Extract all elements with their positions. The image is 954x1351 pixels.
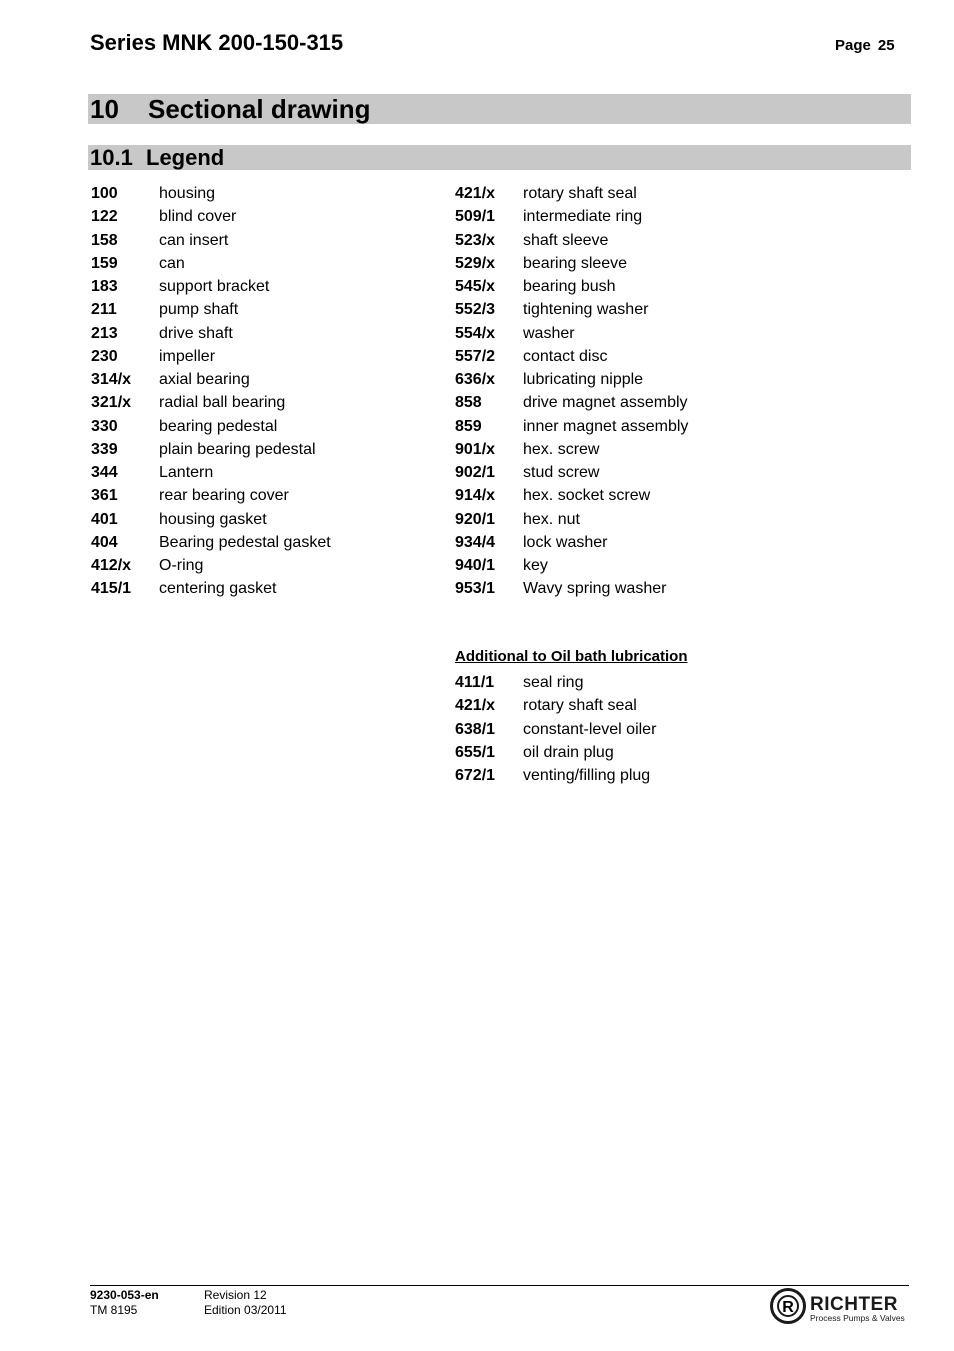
section-title: Sectional drawing [148,94,371,124]
part-number: 920/1 [455,510,496,528]
part-description: rotary shaft seal [523,185,637,202]
part-number: 901/x [455,440,496,458]
part-number: 655/1 [455,743,496,761]
part-number: 213 [91,324,118,342]
part-description: washer [523,324,575,342]
part-description: Lantern [159,464,214,481]
part-number: 415/1 [91,580,132,598]
part-description: Wavy spring washer [523,580,667,598]
footer-divider [90,1285,909,1286]
part-description: housing [159,185,216,202]
part-number: 321/x [91,394,132,412]
section-number: 10 [90,94,119,124]
part-number: 421/x [455,185,496,202]
part-description: lubricating nipple [523,371,644,388]
footer-revision: Revision 12 [204,1288,267,1302]
richter-logo-word: RICHTER [810,1294,898,1315]
part-number: 100 [91,185,118,202]
part-number: 411/1 [455,674,495,691]
part-description: O-ring [159,557,204,574]
part-description: hex. socket screw [523,487,651,505]
part-description: rotary shaft seal [523,697,637,715]
part-number: 509/1 [455,208,496,226]
part-number: 902/1 [455,464,496,481]
part-description: oil drain plug [523,743,614,761]
part-number: 529/x [455,254,496,272]
page-indicator [835,37,895,54]
part-number: 183 [91,278,118,295]
series-title: Series MNK 200-150-315 [90,30,344,55]
part-description: contact disc [523,347,608,365]
part-description: axial bearing [159,371,250,388]
part-description: blind cover [159,208,237,226]
part-number: 552/3 [455,301,496,319]
part-number: 557/2 [455,347,496,365]
part-description: centering gasket [159,580,277,598]
part-number: 159 [91,254,118,272]
page-number: 25 [877,37,895,54]
part-number: 940/1 [455,557,496,574]
part-number: 122 [91,208,118,226]
footer-tm: TM 8195 [90,1303,138,1317]
part-number: 158 [91,231,118,249]
part-number: 859 [455,417,482,435]
subsection-title: Legend [146,145,225,170]
richter-logo-mark [770,1288,806,1324]
subsection-number: 10.1 [90,145,133,170]
part-description: can insert [159,231,229,249]
part-description: pump shaft [159,301,239,319]
part-description: bearing pedestal [159,417,278,435]
part-number: 330 [91,417,118,435]
part-description: seal ring [523,674,584,691]
part-number: 523/x [455,231,496,249]
part-description: hex. nut [523,510,580,528]
part-description: drive shaft [159,324,233,342]
part-description: intermediate ring [523,208,643,226]
part-description: lock washer [523,533,608,551]
part-number: 412/x [91,557,132,574]
part-description: bearing sleeve [523,254,628,272]
part-number: 211 [91,301,117,319]
part-number: 314/x [91,371,132,388]
part-number: 230 [91,347,118,365]
part-description: drive magnet assembly [523,394,688,412]
part-number: 934/4 [455,533,496,551]
part-number: 361 [91,487,118,505]
footer-doc-number: 9230-053-en [90,1288,159,1302]
part-number: 339 [91,440,118,458]
part-description: impeller [159,347,216,365]
part-number: 672/1 [455,767,496,784]
part-number: 545/x [455,278,496,295]
section-heading [88,94,911,124]
part-description: tightening washer [523,301,649,319]
part-description: venting/filling plug [523,767,651,784]
part-number: 914/x [455,487,496,505]
part-number: 554/x [455,324,496,342]
part-description: key [523,557,548,574]
part-description: stud screw [523,464,600,481]
part-description: Bearing pedestal gasket [159,533,331,551]
part-description: can [159,254,185,272]
richter-logo [770,1288,908,1326]
part-description: hex. screw [523,440,600,458]
part-number: 953/1 [455,580,496,598]
part-description: plain bearing pedestal [159,440,316,458]
richter-logo-letter: R [777,1295,799,1317]
part-number: 858 [455,394,482,412]
footer-edition: Edition 03/2011 [204,1303,287,1317]
page-label: Page [835,37,871,54]
part-description: inner magnet assembly [523,417,689,435]
subsection-heading [88,145,911,170]
part-description: radial ball bearing [159,394,286,412]
oil-bath-heading: Additional to Oil bath lubrication [455,648,688,665]
part-number: 636/x [455,371,496,388]
part-number: 638/1 [455,720,496,738]
part-number: 344 [91,464,118,481]
part-description: rear bearing cover [159,487,289,505]
richter-logo-tagline: Process Pumps & Valves [810,1313,905,1323]
part-number: 401 [91,510,118,528]
part-number: 421/x [455,697,496,715]
part-description: bearing bush [523,278,616,295]
part-description: support bracket [159,278,270,295]
part-description: shaft sleeve [523,231,609,249]
part-description: housing gasket [159,510,267,528]
part-number: 404 [91,533,118,551]
part-description: constant-level oiler [523,720,657,738]
